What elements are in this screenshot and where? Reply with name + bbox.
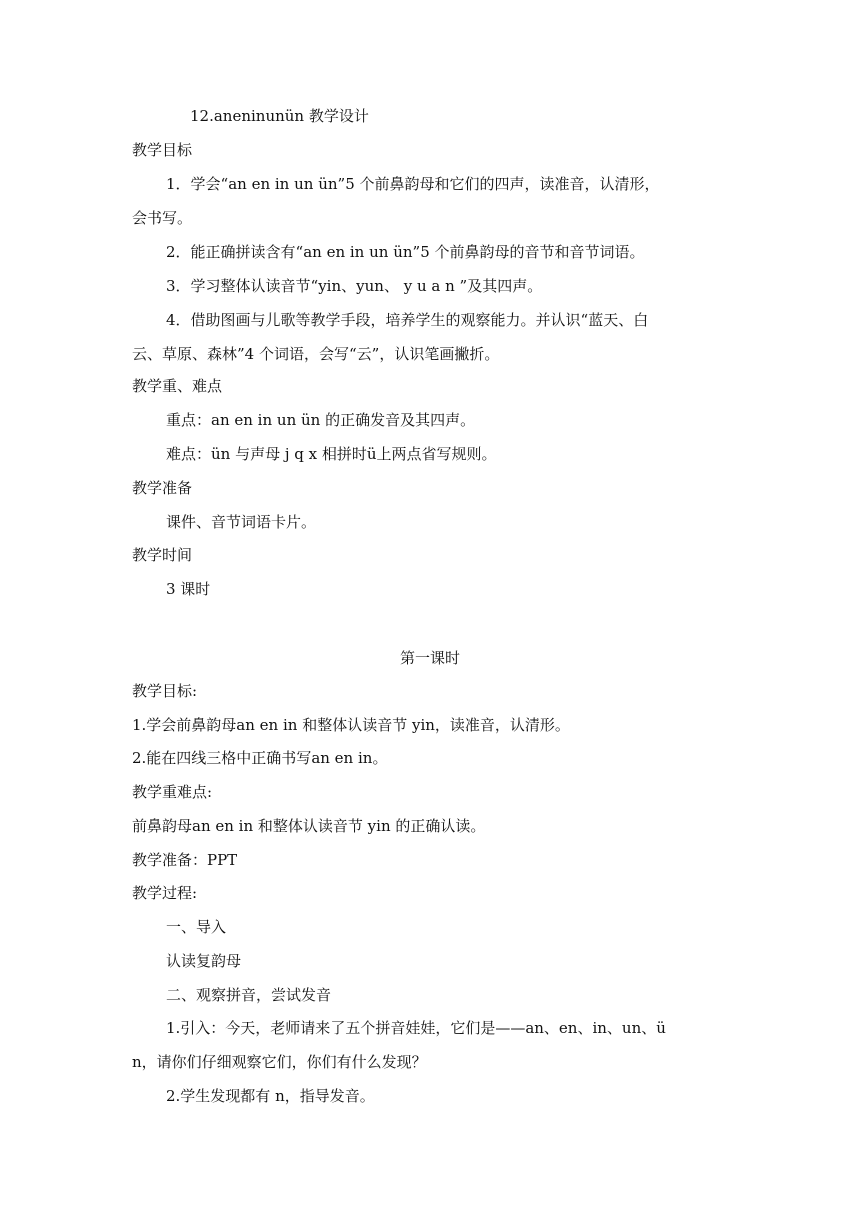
process-step: 1.引入：今天，老师请来了五个拼音娃娃，它们是——an、en、in、un、ü	[166, 1019, 666, 1037]
section-heading-goals: 教学目标	[132, 141, 193, 159]
lesson-title: 第一课时	[399, 649, 460, 667]
section-heading-preparation: 教学准备	[132, 479, 193, 497]
goal-item: 3．学习整体认读音节“yin、yun、 y u a n ”及其四声。	[166, 277, 543, 295]
lesson-line: 教学准备：PPT	[132, 851, 238, 869]
lesson-line: 教学过程:	[132, 884, 198, 902]
goal-item: 2．能正确拼读含有“an en in un ün”5 个前鼻韵母的音节和音节词语。	[166, 243, 645, 261]
key-point-item: 重点：an en in un ün 的正确发音及其四声。	[166, 411, 476, 429]
difficulty-item: 难点：ün 与声母 j q x 相拼时ü上两点省写规则。	[166, 445, 497, 463]
goal-item: 会书写。	[132, 209, 193, 227]
process-step: 二、观察拼音，尝试发音	[166, 986, 332, 1004]
goal-item: 1．学会“an en in un ün”5 个前鼻韵母和它们的四声，读准音，认清形，	[166, 175, 660, 193]
process-step: 一、导入	[166, 918, 227, 936]
goal-item: 云、草原、森林”4 个词语，会写“云”，认识笔画撇折。	[132, 345, 500, 363]
lesson-line: 前鼻韵母an en in 和整体认读音节 yin 的正确认读。	[132, 817, 486, 835]
lesson-line: 2.能在四线三格中正确书写an en in。	[132, 749, 388, 767]
lesson-line: 教学重难点:	[132, 783, 213, 801]
process-step: n，请你们仔细观察它们，你们有什么发现？	[132, 1053, 427, 1071]
document-title: 12.aneninunün 教学设计	[190, 107, 369, 125]
lesson-line: 1.学会前鼻韵母an en in 和整体认读音节 yin，读准音，认清形。	[132, 716, 570, 734]
time-item: 3 课时	[166, 580, 211, 598]
section-heading-key-points: 教学重、难点	[132, 377, 223, 395]
process-step: 2.学生发现都有 n，指导发音。	[166, 1087, 375, 1105]
preparation-item: 课件、音节词语卡片。	[166, 513, 317, 531]
section-heading-time: 教学时间	[132, 546, 193, 564]
goal-item: 4．借助图画与儿歌等教学手段，培养学生的观察能力。并认识“蓝天、白	[166, 311, 649, 329]
lesson-line: 教学目标:	[132, 682, 198, 700]
process-step: 认读复韵母	[166, 952, 242, 970]
